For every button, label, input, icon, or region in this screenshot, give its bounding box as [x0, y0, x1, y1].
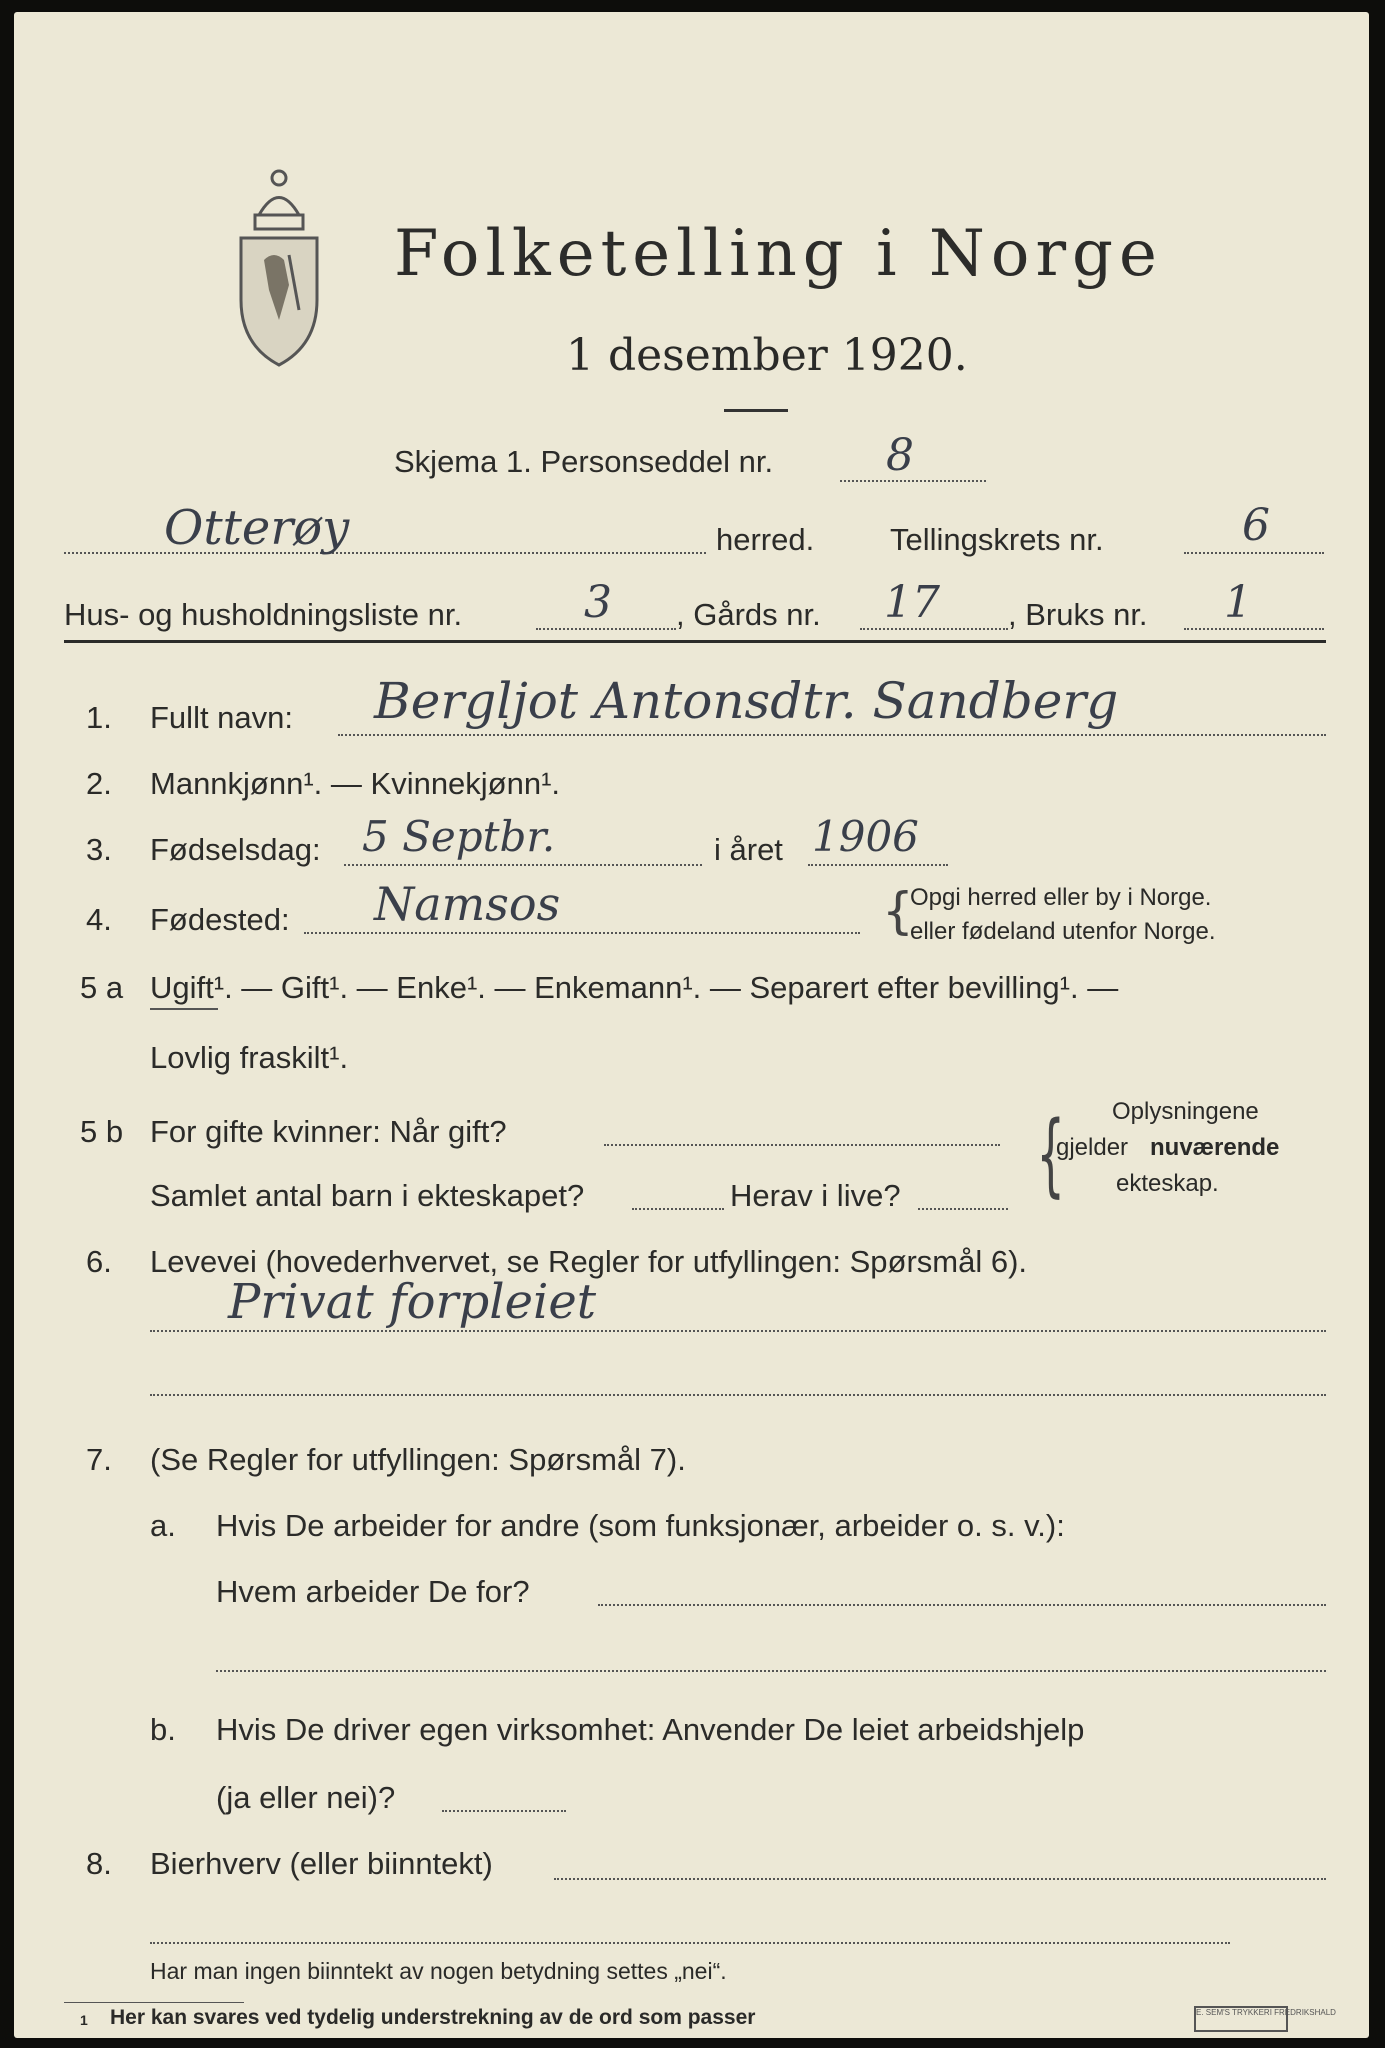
- bruks-value[interactable]: 1: [1224, 577, 1252, 628]
- q3-year-label: i året: [714, 832, 783, 867]
- tellingskrets-value[interactable]: 6: [1242, 500, 1270, 551]
- q4-note-2: eller fødeland utenfor Norge.: [910, 918, 1216, 945]
- bruks-label: , Bruks nr.: [1008, 597, 1148, 632]
- q7b-line-1: Hvis De driver egen virksomhet: Anvender De leiet arbeidshjelp: [216, 1712, 1085, 1747]
- q5b-when-line: [604, 1144, 1000, 1146]
- q5b-number: 5 b: [80, 1114, 124, 1149]
- q5b-alive-line: [918, 1208, 1008, 1210]
- q5a-line-2: Lovlig fraskilt¹.: [150, 1040, 349, 1075]
- q5b-brace: {: [1036, 1102, 1065, 1207]
- husholdning-label: Hus- og husholdningsliste nr.: [64, 597, 463, 632]
- q7b-line-2: (ja eller nei)?: [216, 1780, 396, 1815]
- census-form: [14, 12, 1369, 2038]
- q3-number: 3.: [86, 832, 112, 867]
- form-title: Folketelling i Norge: [394, 217, 1163, 291]
- q4-label: Fødested:: [150, 902, 290, 937]
- q6-line-1: [150, 1330, 1326, 1332]
- q5b-note-1: Oplysningene: [1112, 1098, 1259, 1125]
- q6-label: Levevei (hovederhvervet, se Regler for utfyllingen: Spørsmål 6).: [150, 1244, 1028, 1279]
- bruks-line: [1184, 628, 1324, 630]
- q7a-line: [598, 1604, 1326, 1606]
- q5b-children-line: [632, 1208, 724, 1210]
- herred-value[interactable]: Otterøy: [164, 500, 350, 556]
- tellingskrets-line: [1184, 552, 1324, 554]
- q8-line-1: [554, 1878, 1326, 1880]
- herred-line: [64, 552, 706, 554]
- q3-year-line: [808, 864, 948, 866]
- q5a-ugift-underline: [150, 1008, 218, 1010]
- coat-of-arms-icon: [229, 160, 329, 370]
- husholdning-line: [536, 628, 676, 630]
- q1-label: Fullt navn:: [150, 700, 294, 735]
- q7b-line: [442, 1810, 566, 1812]
- q5b-note-2a: gjelder: [1056, 1134, 1129, 1161]
- q8-line-2: [150, 1942, 1230, 1944]
- q4-line: [304, 932, 860, 934]
- gards-value[interactable]: 17: [884, 577, 940, 628]
- gards-line: [860, 628, 1008, 630]
- q3-day-value[interactable]: 5 Septbr.: [362, 812, 556, 861]
- q5a-number: 5 a: [80, 970, 124, 1005]
- header-rule: [64, 640, 1326, 643]
- printer-stamp: E. SEM'S TRYKKERI FREDRIKSHALD: [1194, 2006, 1288, 2032]
- q1-value[interactable]: Bergljot Antonsdtr. Sandberg: [374, 672, 1119, 730]
- q6-value[interactable]: Privat forpleiet: [228, 1274, 597, 1330]
- q4-value[interactable]: Namsos: [374, 877, 561, 931]
- q7a-number: a.: [150, 1508, 176, 1543]
- q1-number: 1.: [86, 700, 112, 735]
- q4-brace: {: [882, 882, 914, 940]
- personseddel-value[interactable]: 8: [886, 430, 914, 481]
- q2-label: Mannkjønn¹. — Kvinnekjønn¹.: [150, 766, 561, 801]
- gards-label: , Gårds nr.: [676, 597, 821, 632]
- q4-note-1: Opgi herred eller by i Norge.: [910, 884, 1212, 911]
- divider: [724, 409, 788, 412]
- q7a-line-2: Hvem arbeider De for?: [216, 1574, 530, 1609]
- q5b-line-1: For gifte kvinner: Når gift?: [150, 1114, 507, 1149]
- q4-number: 4.: [86, 902, 112, 937]
- tellingskrets-label: Tellingskrets nr.: [890, 522, 1104, 557]
- q3-label: Fødselsdag:: [150, 832, 321, 867]
- q5a-line-1: Ugift¹. — Gift¹. — Enke¹. — Enkemann¹. — Separert efter bevilling¹. —: [150, 970, 1119, 1005]
- footnote-text: Her kan svares ved tydelig understrekning av de ord som passer: [110, 2006, 756, 2029]
- q7-label: (Se Regler for utfyllingen: Spørsmål 7).: [150, 1442, 686, 1477]
- q7b-number: b.: [150, 1712, 176, 1747]
- q5b-note-2b: nuværende: [1150, 1134, 1280, 1161]
- herred-label: herred.: [716, 522, 815, 557]
- footnote-rule: [64, 2002, 244, 2003]
- footer-note: Har man ingen biinntekt av nogen betydning settes „nei“.: [150, 1958, 727, 1984]
- q8-number: 8.: [86, 1846, 112, 1881]
- q5b-line-2b: Herav i live?: [730, 1178, 901, 1213]
- q5b-line-2a: Samlet antal barn i ekteskapet?: [150, 1178, 585, 1213]
- q7-number: 7.: [86, 1442, 112, 1477]
- q6-line-2: [150, 1394, 1326, 1396]
- husholdning-value[interactable]: 3: [584, 577, 612, 628]
- q6-number: 6.: [86, 1244, 112, 1279]
- q3-day-line: [344, 864, 702, 866]
- footnote-mark: 1: [80, 2012, 88, 2028]
- q2-number: 2.: [86, 766, 112, 801]
- q5b-note-3: ekteskap.: [1116, 1170, 1219, 1197]
- q8-label: Bierhverv (eller biinntekt): [150, 1846, 493, 1881]
- skjema-label: Skjema 1. Personseddel nr.: [394, 444, 774, 479]
- q1-line: [338, 734, 1326, 736]
- q7a-line-extra: [216, 1670, 1326, 1672]
- q7a-line-1: Hvis De arbeider for andre (som funksjonær, arbeider o. s. v.):: [216, 1508, 1065, 1543]
- q3-year-value[interactable]: 1906: [812, 812, 919, 861]
- form-date: 1 desember 1920.: [566, 330, 968, 381]
